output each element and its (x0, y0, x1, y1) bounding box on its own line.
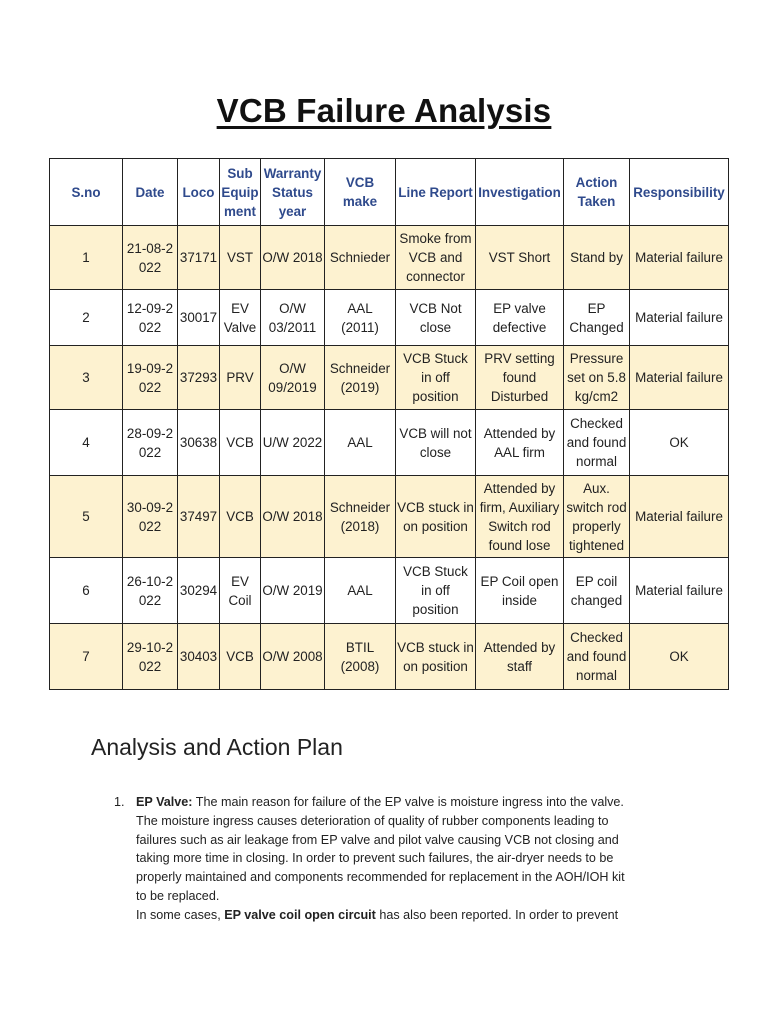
cell-responsibility: Material failure (630, 226, 729, 290)
cell-vcb-make: AAL (325, 410, 396, 476)
cell-sno: 2 (50, 290, 123, 346)
cell-action-taken: EP coil changed (564, 558, 630, 624)
table-header-row (50, 159, 729, 226)
cell-investigation: Attended by firm, Auxiliary Switch rod found lose (476, 476, 564, 558)
table-row (50, 290, 729, 346)
cell-vcb-make: AAL (2011) (325, 290, 396, 346)
cell-responsibility: Material failure (630, 476, 729, 558)
cell-action-taken: Aux. switch rod properly tightened (564, 476, 630, 558)
cell-sno: 1 (50, 226, 123, 290)
cell-date: 28-09-2 022 (123, 410, 178, 476)
cell-warranty: U/W 2022 (261, 410, 325, 476)
cell-sub-equipment: EV Coil (220, 558, 261, 624)
table-row (50, 624, 729, 690)
cell-date: 30-09-2 022 (123, 476, 178, 558)
cell-line-report: VCB will not close (396, 410, 476, 476)
cell-date: 26-10-2 022 (123, 558, 178, 624)
table-row (50, 410, 729, 476)
cell-warranty: O/W 2019 (261, 558, 325, 624)
cell-loco: 37293 (178, 346, 220, 410)
header-loco: Loco (178, 159, 220, 226)
cell-line-report: Smoke from VCB and connector (396, 226, 476, 290)
cell-responsibility: Material failure (630, 290, 729, 346)
cell-line-report: VCB Stuck in off position (396, 346, 476, 410)
cell-responsibility: OK (630, 624, 729, 690)
cell-loco: 30017 (178, 290, 220, 346)
cell-vcb-make: Schnieder (325, 226, 396, 290)
cell-loco: 30638 (178, 410, 220, 476)
cell-warranty: O/W 09/2019 (261, 346, 325, 410)
cell-responsibility: Material failure (630, 346, 729, 410)
cell-sub-equipment: VCB (220, 624, 261, 690)
cell-responsibility: OK (630, 410, 729, 476)
cell-line-report: VCB Not close (396, 290, 476, 346)
cell-sno: 6 (50, 558, 123, 624)
cell-date: 29-10-2 022 (123, 624, 178, 690)
header-responsibility: Responsibility (630, 159, 729, 226)
cell-responsibility: Material failure (630, 558, 729, 624)
header-investigation: Investigation (476, 159, 564, 226)
page-title: VCB Failure Analysis (216, 92, 552, 129)
table-row (50, 558, 729, 624)
cell-warranty: O/W 2008 (261, 624, 325, 690)
cell-date: 21-08-2 022 (123, 226, 178, 290)
cell-investigation: Attended by staff (476, 624, 564, 690)
vcb-failure-table (49, 158, 729, 690)
cell-sub-equipment: VST (220, 226, 261, 290)
header-warranty-status: Warranty Status year (261, 159, 325, 226)
cell-sno: 3 (50, 346, 123, 410)
cell-sno: 5 (50, 476, 123, 558)
cell-sno: 4 (50, 410, 123, 476)
list-number: 1. (114, 795, 125, 809)
cell-action-taken: Stand by (564, 226, 630, 290)
cell-sub-equipment: PRV (220, 346, 261, 410)
cell-investigation: EP valve defective (476, 290, 564, 346)
cell-investigation: Attended by AAL firm (476, 410, 564, 476)
cell-vcb-make: Schneider (2019) (325, 346, 396, 410)
cell-line-report: VCB stuck in on position (396, 624, 476, 690)
cell-vcb-make: BTIL (2008) (325, 624, 396, 690)
table-row (50, 476, 729, 558)
cell-loco: 30403 (178, 624, 220, 690)
cell-warranty: O/W 2018 (261, 226, 325, 290)
table-row (50, 346, 729, 410)
header-vcb-make: VCB make (325, 159, 396, 226)
cell-investigation: PRV setting found Disturbed (476, 346, 564, 410)
header-action-taken: Action Taken (564, 159, 630, 226)
cell-sno: 7 (50, 624, 123, 690)
cell-action-taken: Checked and found normal (564, 624, 630, 690)
cell-date: 12-09-2 022 (123, 290, 178, 346)
cell-investigation: EP Coil open inside (476, 558, 564, 624)
list-item-text: EP Valve: The main reason for failure of the EP valve is moisture ingress into the valve. The moisture ingress causes deterioration of quality of rubber components leading to failures such as air leakage from EP valve and pilot valve causing VCB not closing and taking more time in closing. In order to prevent such failures, the air-dryer needs to be properly maintained and components recommended for replacement in the AOH/IOH kit to be replaced. In some cases, EP valve coil open circuit has also been reported. In order to prevent (136, 795, 625, 922)
cell-investigation: VST Short (476, 226, 564, 290)
cell-sub-equipment: VCB (220, 410, 261, 476)
header-date: Date (123, 159, 178, 226)
cell-loco: 37497 (178, 476, 220, 558)
header-sno: S.no (50, 159, 123, 226)
cell-sub-equipment: EV Valve (220, 290, 261, 346)
section-heading: Analysis and Action Plan (91, 734, 343, 760)
cell-action-taken: Pressure set on 5.8 kg/cm2 (564, 346, 630, 410)
cell-action-taken: EP Changed (564, 290, 630, 346)
ep-valve-label: EP Valve: (136, 795, 193, 809)
cell-loco: 30294 (178, 558, 220, 624)
ep-coil-open-label: EP valve coil open circuit (224, 907, 376, 922)
action-plan-list-item (114, 793, 684, 925)
cell-date: 19-09-2 022 (123, 346, 178, 410)
cell-action-taken: Checked and found normal (564, 410, 630, 476)
cell-warranty: O/W 03/2011 (261, 290, 325, 346)
cell-line-report: VCB Stuck in off position (396, 558, 476, 624)
header-sub-equipment: Sub Equip ment (220, 159, 261, 226)
header-line-report: Line Report (396, 159, 476, 226)
table-row (50, 226, 729, 290)
cell-warranty: O/W 2018 (261, 476, 325, 558)
cell-loco: 37171 (178, 226, 220, 290)
cell-vcb-make: AAL (325, 558, 396, 624)
cell-sub-equipment: VCB (220, 476, 261, 558)
cell-vcb-make: Schneider (2018) (325, 476, 396, 558)
cell-line-report: VCB stuck in on position (396, 476, 476, 558)
